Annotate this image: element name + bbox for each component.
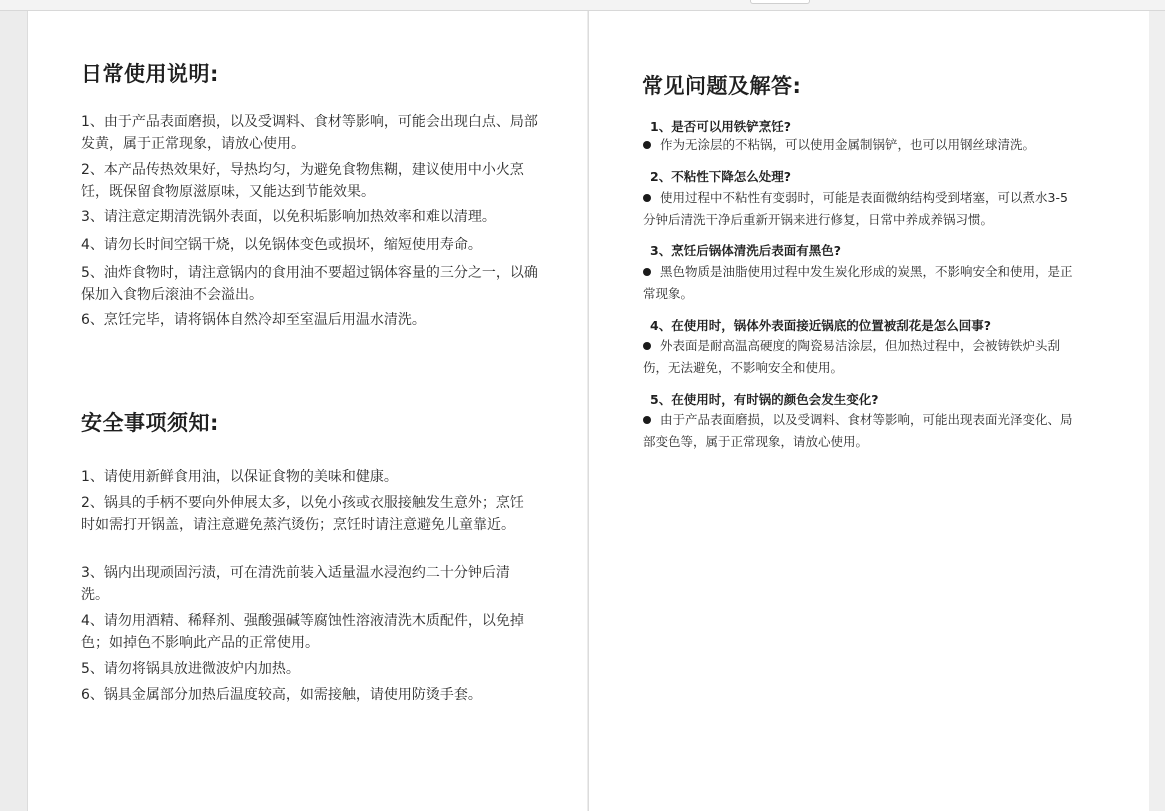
bullet-icon <box>643 268 651 276</box>
safety-item-5: 5、请勿将锅具放进微波炉内加热。 <box>81 661 300 677</box>
safety-item-6: 6、锅具金属部分加热后温度较高，如需接触，请使用防烫手套。 <box>81 687 482 703</box>
daily-use-item-6: 6、烹饪完毕，请将锅体自然冷却至室温后用温水清洗。 <box>81 312 426 328</box>
faq-question-3: 3、烹饪后锅体清洗后表面有黑色? <box>650 243 841 258</box>
viewer-top-bar <box>0 0 1165 11</box>
safety-item-2: 2、锅具的手柄不要向外伸展太多，以免小孩或衣服接触发生意外；烹饪时如需打开锅盖，请注意避免蒸汽烫伤；烹饪时请注意避免儿童靠近。 <box>81 495 524 533</box>
faq-answer-4: 外表面是耐高温高硬度的陶瓷易洁涂层，但加热过程中，会被铸铁炉头刮伤，无法避免，不影响安全和使用。 <box>643 338 1061 375</box>
page-gutter <box>1149 11 1165 811</box>
faq-answer-5: 由于产品表面磨损，以及受调料、食材等影响，可能出现表面光泽变化、局部变色等，属于正常现象，请放心使用。 <box>643 412 1073 449</box>
daily-use-item-4: 4、请勿长时间空锅干烧，以免锅体变色或损坏，缩短使用寿命。 <box>81 237 482 253</box>
faq-heading: 常见问题及解答: <box>642 74 802 98</box>
faq-question-2: 2、不粘性下降怎么处理? <box>650 169 791 184</box>
bullet-icon <box>643 342 651 350</box>
daily-use-item-2: 2、本产品传热效果好，导热均匀，为避免食物焦糊，建议使用中小火烹饪，既保留食物原滋原味，又能达到节能效果。 <box>81 162 524 200</box>
safety-item-3: 3、锅内出现顽固污渍，可在清洗前装入适量温水浸泡约二十分钟后清洗。 <box>81 565 510 603</box>
bullet-icon <box>643 141 651 149</box>
safety-item-4: 4、请勿用酒精、稀释剂、强酸强碱等腐蚀性溶液清洗木质配件，以免掉色；如掉色不影响此产品的正常使用。 <box>81 613 524 651</box>
bullet-icon <box>643 194 651 202</box>
faq-answer-2: 使用过程中不粘性有变弱时，可能是表面微纳结构受到堵塞，可以煮水3-5分钟后清洗干净后重新开锅来进行修复，日常中养成养锅习惯。 <box>643 190 1068 227</box>
daily-use-item-3: 3、请注意定期清洗锅外表面，以免积垢影响加热效率和难以清理。 <box>81 209 496 225</box>
safety-item-1: 1、请使用新鲜食用油，以保证食物的美味和健康。 <box>81 469 398 485</box>
bullet-icon <box>643 416 651 424</box>
daily-use-item-1: 1、由于产品表面磨损，以及受调料、食材等影响，可能会出现白点、局部发黄，属于正常现象，请放心使用。 <box>81 114 538 152</box>
safety-heading: 安全事项须知: <box>81 411 219 435</box>
faq-answer-1: 作为无涂层的不粘锅，可以使用金属制锅铲，也可以用钢丝球清洗。 <box>643 134 1073 156</box>
faq-answer-3: 黑色物质是油脂使用过程中发生炭化形成的炭黑，不影响安全和使用，是正常现象。 <box>643 264 1073 301</box>
toolbar-handle[interactable] <box>750 0 810 4</box>
faq-question-1: 1、是否可以用铁铲烹饪? <box>650 119 791 134</box>
faq-question-4: 4、在使用时，锅体外表面接近锅底的位置被刮花是怎么回事? <box>650 318 991 333</box>
faq-question-5: 5、在使用时，有时锅的颜色会发生变化? <box>650 392 879 407</box>
daily-use-heading: 日常使用说明: <box>81 62 219 86</box>
daily-use-item-5: 5、油炸食物时，请注意锅内的食用油不要超过锅体容量的三分之一，以确保加入食物后滚油不会溢出。 <box>81 265 538 303</box>
